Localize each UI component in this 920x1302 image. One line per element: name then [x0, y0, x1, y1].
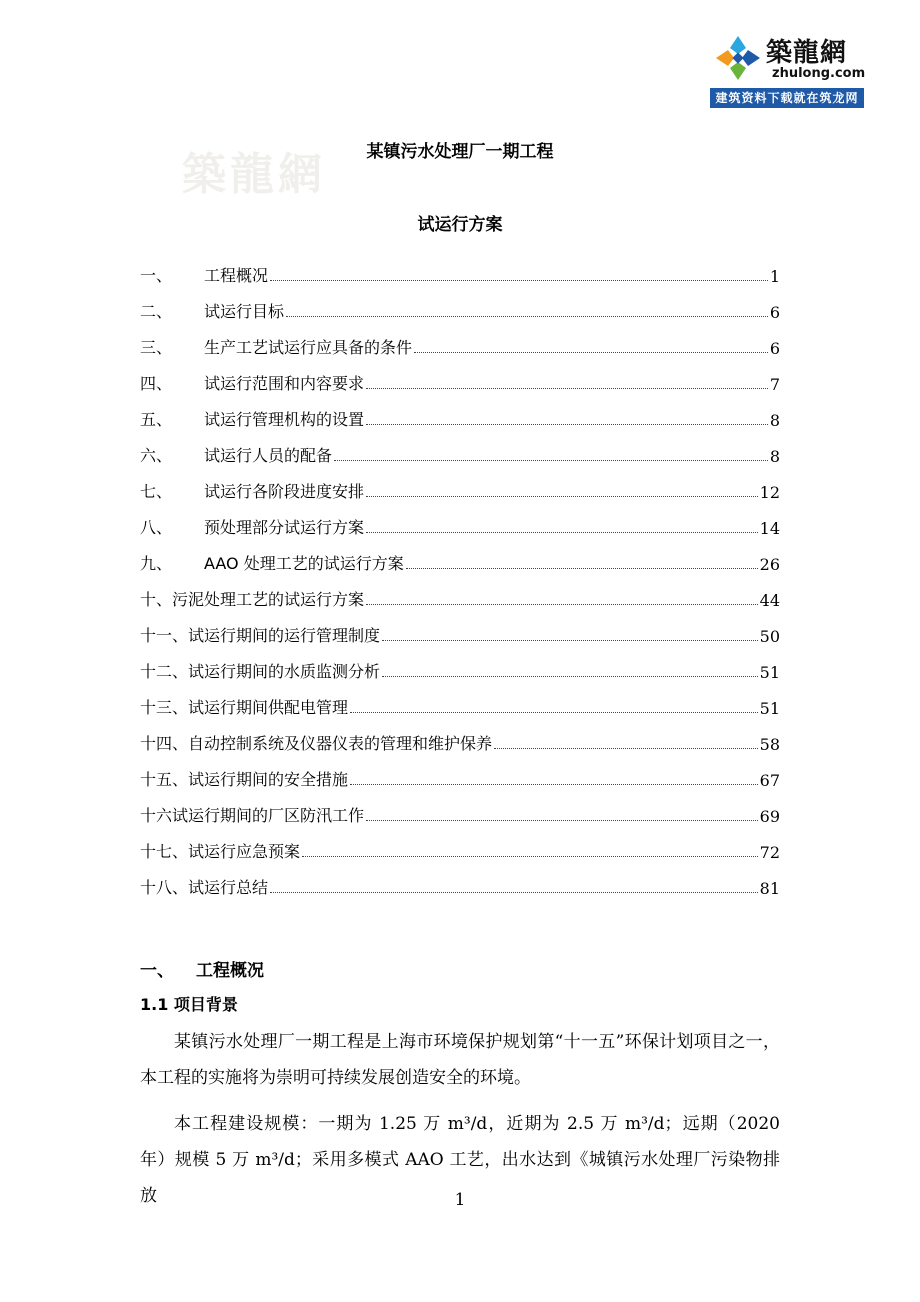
- toc-entry[interactable]: [140, 478, 780, 502]
- toc-entry-page: 6: [769, 339, 780, 358]
- toc-entry-label: 试运行期间供配电管理: [188, 698, 349, 717]
- toc-entry[interactable]: [140, 514, 780, 538]
- toc-dot-leader: [406, 567, 758, 569]
- toc-dot-leader: [366, 819, 758, 821]
- document-subtitle: 试运行方案: [417, 215, 503, 235]
- toc-entry-label: 试运行期间的水质监测分析: [188, 662, 381, 681]
- logo-slogan: 建筑资料下载就在筑龙网: [710, 88, 864, 108]
- toc-dot-leader: [382, 675, 758, 677]
- logo-domain: zhulong.com: [772, 66, 866, 81]
- toc-entry[interactable]: [140, 874, 780, 898]
- toc-entry[interactable]: [140, 730, 780, 754]
- toc-dot-leader: [366, 531, 758, 533]
- toc-entry-number: 十一、: [140, 626, 189, 645]
- toc-dot-leader: [334, 459, 768, 461]
- toc-entry-label: AAO 处理工艺的试运行方案: [204, 554, 404, 573]
- toc-entry-label: 试运行人员的配备: [204, 446, 333, 465]
- toc-entry-label: 试运行期间的厂区防汛工作: [172, 806, 365, 825]
- logo-top: [710, 30, 864, 88]
- toc-dot-leader: [270, 891, 758, 893]
- toc-entry-label: 试运行各阶段进度安排: [204, 482, 365, 501]
- toc-entry-number: 十六: [140, 806, 173, 825]
- toc-entry[interactable]: [140, 406, 780, 430]
- toc-entry[interactable]: [140, 622, 780, 646]
- section-heading: [140, 956, 264, 981]
- toc-entry-page: 1: [769, 267, 780, 286]
- toc-entry-label: 试运行总结: [188, 878, 269, 897]
- toc-entry-label: 试运行管理机构的设置: [204, 410, 365, 429]
- toc-entry[interactable]: [140, 334, 780, 358]
- toc-entry-page: 26: [759, 555, 780, 574]
- toc-entry-number: 八、: [140, 518, 173, 537]
- toc-entry[interactable]: [140, 694, 780, 718]
- toc-entry-number: 十、: [140, 590, 173, 609]
- toc-entry-page: 14: [759, 519, 780, 538]
- toc-entry-label: 自动控制系统及仪器仪表的管理和维护保养: [188, 734, 493, 753]
- toc-entry-number: 五、: [140, 410, 173, 429]
- toc-dot-leader: [350, 711, 758, 713]
- body-paragraph: 本工程建设规模：一期为 1.25 万 m³/d，近期为 2.5 万 m³/d；远期（2020 年）规模 5 万 m³/d；采用多模式 AAO 工艺，出水达到《城镇污水处理厂污染物排放: [140, 1114, 780, 1206]
- toc-entry-number: 一、: [140, 266, 173, 285]
- toc-entry-number: 三、: [140, 338, 173, 357]
- toc-entry[interactable]: [140, 550, 780, 574]
- toc-entry-number: 六、: [140, 446, 173, 465]
- toc-entry-number: 十七、: [140, 842, 189, 861]
- toc-dot-leader: [414, 351, 768, 353]
- toc-entry-page: 6: [769, 303, 780, 322]
- toc-entry[interactable]: [140, 370, 780, 394]
- zhulong-mark-icon: [714, 34, 762, 82]
- toc-dot-leader: [366, 387, 768, 389]
- toc-entry-number: 七、: [140, 482, 173, 501]
- page-number: 1: [454, 1190, 466, 1210]
- toc-entry-label: 试运行范围和内容要求: [204, 374, 365, 393]
- toc-entry-number: 十八、: [140, 878, 189, 897]
- toc-entry-page: 7: [769, 375, 780, 394]
- toc-entry[interactable]: [140, 766, 780, 790]
- toc-entry-number: 十四、: [140, 734, 189, 753]
- toc-entry-label: 工程概况: [204, 266, 269, 285]
- toc-entry-label: 污泥处理工艺的试运行方案: [172, 590, 365, 609]
- toc-entry[interactable]: [140, 442, 780, 466]
- toc-entry-number: 十三、: [140, 698, 189, 717]
- toc-entry[interactable]: [140, 262, 780, 286]
- toc-dot-leader: [302, 855, 758, 857]
- body-paragraph: 某镇污水处理厂一期工程是上海市环境保护规划第“十一五”环保计划项目之一，本工程的实施将为崇明可持续发展创造安全的环境。: [140, 1032, 780, 1088]
- toc-entry-page: 51: [759, 663, 780, 682]
- toc-entry-number: 九、: [140, 554, 173, 573]
- toc-dot-leader: [382, 639, 758, 641]
- toc-entry-label: 试运行期间的运行管理制度: [188, 626, 381, 645]
- watermark: 築龍網: [182, 149, 326, 200]
- toc-entry-label: 预处理部分试运行方案: [204, 518, 365, 537]
- toc-entry-label: 试运行目标: [204, 302, 285, 321]
- toc-entry-page: 69: [759, 807, 780, 826]
- section-title: 工程概况: [196, 961, 264, 981]
- toc-entry-page: 72: [759, 843, 780, 862]
- toc-entry-number: 四、: [140, 374, 173, 393]
- toc-entry-page: 44: [759, 591, 780, 610]
- toc-entry[interactable]: [140, 802, 780, 826]
- toc-entry-number: 十二、: [140, 662, 189, 681]
- toc-entry-page: 12: [759, 483, 780, 502]
- toc-entry-page: 51: [759, 699, 780, 718]
- toc-entry-page: 8: [769, 447, 780, 466]
- toc-entry-page: 67: [759, 771, 780, 790]
- toc-dot-leader: [350, 783, 758, 785]
- toc-dot-leader: [366, 603, 758, 605]
- toc-dot-leader: [366, 495, 758, 497]
- zhulong-logo: [710, 30, 864, 108]
- logo-name: 築龍網: [766, 38, 848, 68]
- toc-entry-label: 生产工艺试运行应具备的条件: [204, 338, 413, 357]
- toc-entry-page: 50: [759, 627, 780, 646]
- toc-entry[interactable]: [140, 298, 780, 322]
- toc-entry-label: 试运行期间的安全措施: [188, 770, 349, 789]
- toc-entry-label: 试运行应急预案: [188, 842, 301, 861]
- toc-entry-page: 81: [759, 879, 780, 898]
- document-title: 某镇污水处理厂一期工程: [366, 142, 554, 162]
- section-number: 一、: [140, 961, 174, 981]
- subsection-heading: 1.1 项目背景: [140, 995, 238, 1014]
- toc-entry-number: 二、: [140, 302, 173, 321]
- toc-entry[interactable]: [140, 838, 780, 862]
- toc-dot-leader: [286, 315, 768, 317]
- toc-entry-number: 十五、: [140, 770, 189, 789]
- toc-dot-leader: [366, 423, 768, 425]
- toc-entry-page: 8: [769, 411, 780, 430]
- toc-entry[interactable]: [140, 586, 780, 610]
- toc-dot-leader: [494, 747, 758, 749]
- toc-entry-page: 58: [759, 735, 780, 754]
- toc-dot-leader: [270, 279, 768, 281]
- toc-entry[interactable]: [140, 658, 780, 682]
